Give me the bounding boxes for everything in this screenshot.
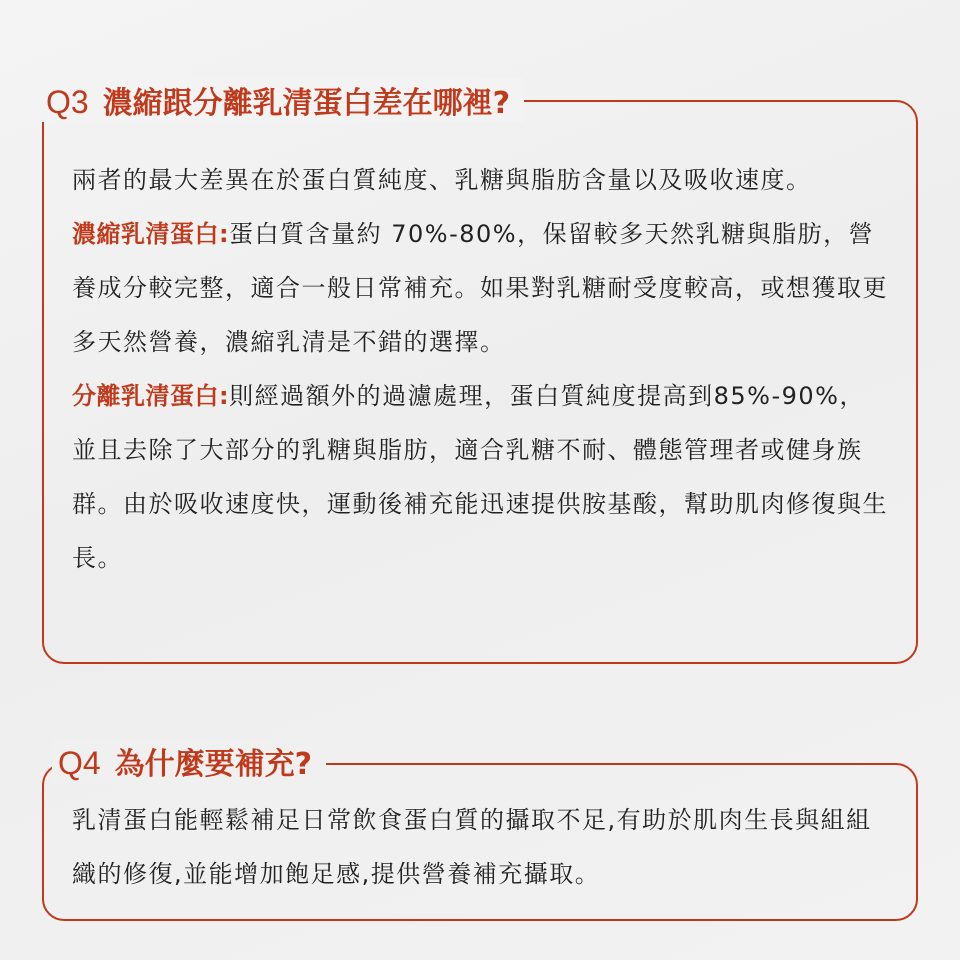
q4-title: 為什麼要補充? [114,747,313,782]
q4-text: 乳清蛋白能輕鬆補足日常飲食蛋白質的攝取不足,有助於肌肉生長與組組織的修復,並能增加飽足感,提供營養補充攝取。 [72,806,872,888]
q3-title: 濃縮跟分離乳清蛋白差在哪裡? [102,86,511,121]
q3-concentrate-text: 蛋白質含量約 70%-80%，保留較多天然乳糖與脂肪，營養成分較完整，適合一般日常補充。如果對乳糖耐受度較高，或想獲取更多天然營養，濃縮乳清是不錯的選擇。 [72,220,888,356]
q3-body [72,153,888,585]
q3-isolate [72,369,888,585]
q3-isolate-label: 分離乳清蛋白: [72,382,230,410]
q3-concentrate-label: 濃縮乳清蛋白: [72,220,230,248]
q3-intro: 兩者的最大差異在於蛋白質純度、乳糖與脂肪含量以及吸收速度。 [72,166,812,194]
q3-isolate-text: 則經過額外的過濾處理，蛋白質純度提高到85%-90%，並且去除了大部分的乳糖與脂肪，適合乳糖不耐、體態管理者或健身族群。由於吸收速度快，運動後補充能迅速提供胺基酸，幫助肌肉修復與生長。 [72,382,888,572]
q4-number: Q4 [58,745,101,781]
q4-body [72,793,888,901]
q3-heading [40,78,524,122]
q4-heading [52,739,326,783]
q3-number: Q3 [46,84,89,120]
q3-concentrate [72,207,888,369]
